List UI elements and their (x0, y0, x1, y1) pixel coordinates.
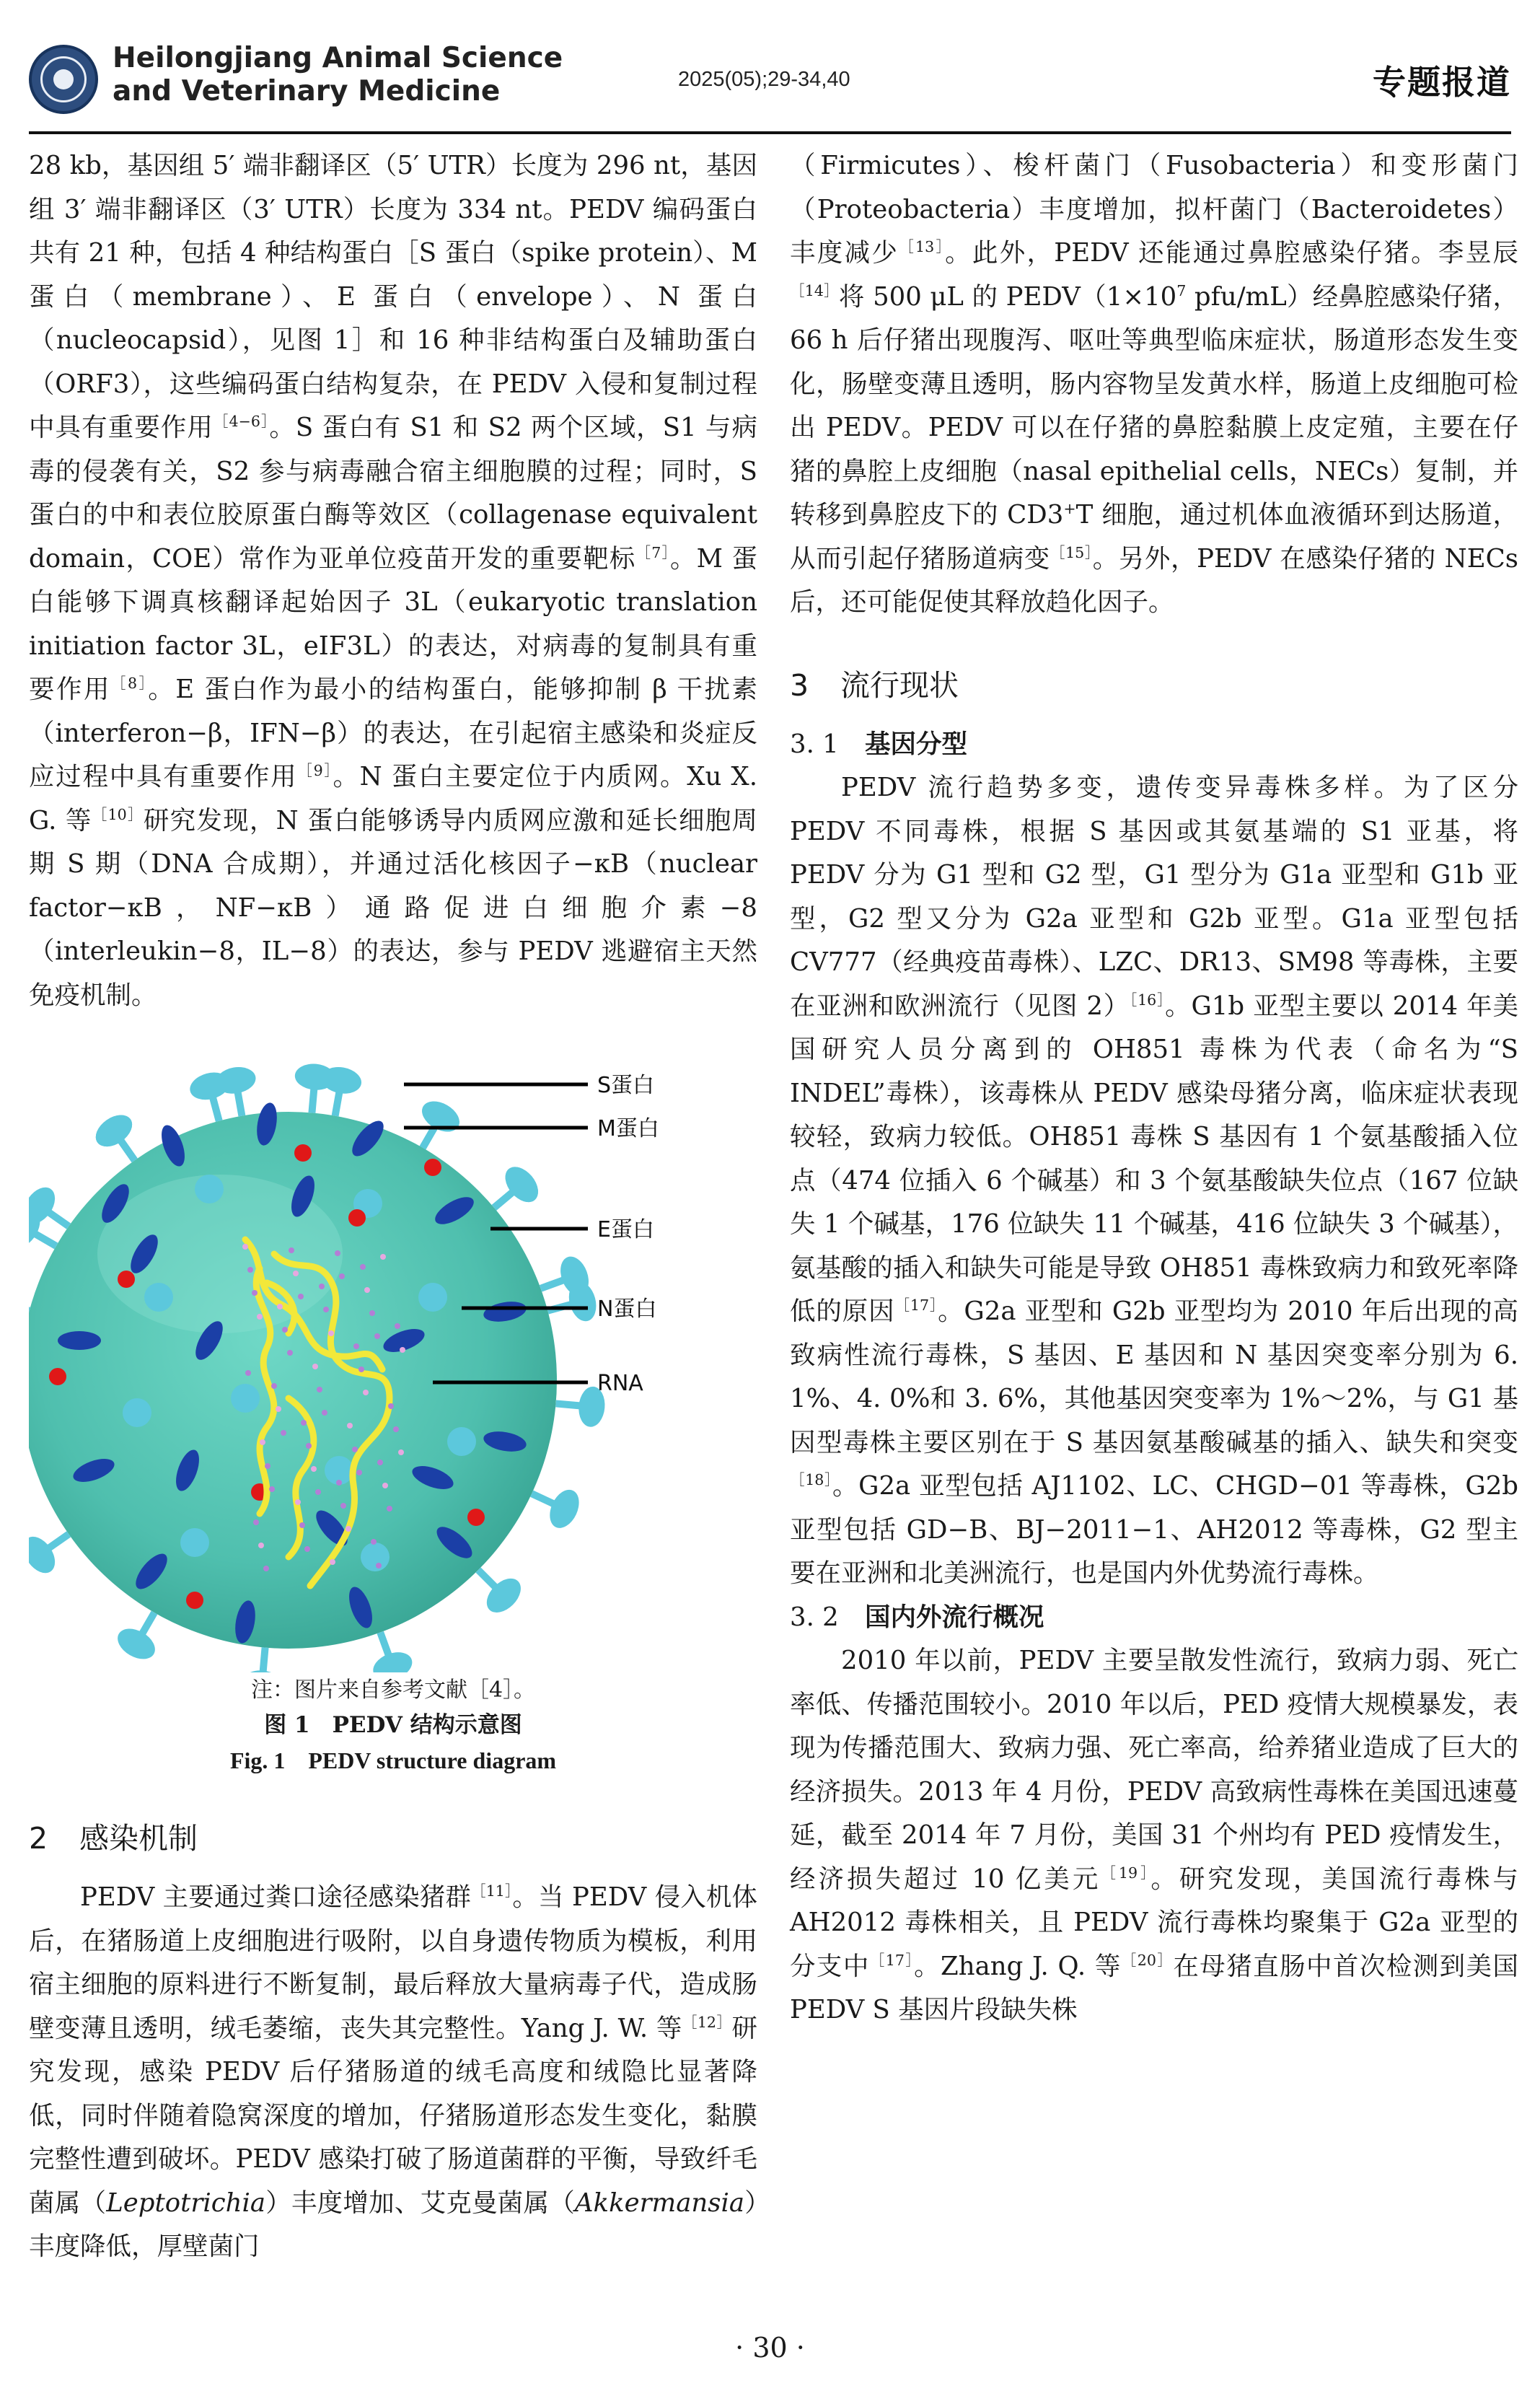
figure-caption-en: Fig. 1 PEDV structure diagram (229, 1747, 557, 1773)
n-protein-dot (387, 1506, 392, 1512)
n-protein-dot (295, 1499, 301, 1505)
spike-head (417, 1095, 465, 1138)
n-protein-dot (306, 1443, 312, 1449)
label-rna: RNA (597, 1371, 643, 1396)
n-protein-dot (356, 1470, 362, 1475)
n-protein-dot (245, 1370, 251, 1376)
n-protein-dot (252, 1290, 258, 1296)
spike-head (113, 1623, 160, 1665)
n-protein-dot (336, 1480, 342, 1486)
n-protein-dot (360, 1264, 366, 1270)
label-e-protein: E蛋白 (597, 1217, 654, 1242)
subsection-heading-3-1: 3. 1 基因分型 (790, 729, 968, 759)
e-protein-mark (467, 1509, 485, 1526)
spike-head (29, 1182, 61, 1230)
n-protein-dot (347, 1423, 353, 1429)
n-protein-dot (299, 1522, 305, 1528)
e-protein-mark (118, 1271, 135, 1288)
n-protein-dot (258, 1543, 264, 1548)
journal-name: Heilongjiang Animal Science and Veterinary Medicine (113, 42, 563, 108)
n-protein-dot (247, 1267, 253, 1273)
spike-stalk (29, 1303, 30, 1311)
n-protein-dot (374, 1333, 380, 1339)
n-protein-dot (276, 1406, 281, 1412)
n-protein-dot (265, 1463, 270, 1469)
n-protein-dot (377, 1460, 383, 1465)
n-protein-dot (353, 1343, 359, 1349)
issue-info: 2025(05);29-34,40 (678, 68, 850, 91)
section-title: 专题报道 (1373, 63, 1511, 102)
n-protein-dot (263, 1566, 269, 1571)
n-protein-dot (298, 1294, 304, 1299)
n-protein-dot (312, 1364, 318, 1369)
n-protein-dot (301, 1420, 307, 1426)
spike-head (29, 1531, 61, 1579)
header-rule (29, 131, 1511, 134)
n-protein-dot (369, 1310, 375, 1316)
n-protein-dot (319, 1284, 325, 1289)
n-protein-dot (257, 1314, 263, 1320)
journal-logo-icon (29, 45, 98, 114)
paragraph: （Firmicutes）、梭杆菌门（Fusobacteria）和变形菌门（Proteobacteria）丰度增加，拟杆菌门（Bacteroidetes）丰度减少$^{[13]}$。此外，PEDV 还能通过鼻腔感染仔猪。李昱辰$^{[14]}$将 500 μL 的 $PEDV(1\times 10^7$ pfu/mL）经鼻腔感染仔猪，66 h 后仔猪出现腹泻、呕吐等典型临床症状，肠道形态发生变化，肠壁变薄且透明，肠内容物呈发黄水样，肠道上皮细胞可检出 PEDV。PEDV 可以在仔猪的鼻腔黏膜上皮定殖，主要在仔猪的鼻腔上皮细胞（nasal epithelial cells，NECs）复制，并转移到鼻腔皮下的 CD3+T 细胞，通过机体血液循环到达肠道，从而引起仔猪肠道病变$^{[15]}$。另外，PEDV 在感染仔猪的 NECs 后，还可能促使其释放趋化因子。 (790, 151, 1519, 617)
n-protein-dot (340, 1503, 346, 1509)
right-column (790, 144, 1518, 2032)
n-protein-dot (304, 1546, 310, 1552)
label-n-protein: N蛋白 (597, 1297, 657, 1322)
spike-head (123, 1398, 151, 1427)
figure-pedv-structure (29, 1037, 757, 1672)
n-protein-dot (339, 1273, 345, 1279)
pedv-structure-diagram (29, 1037, 757, 1672)
page-number: · 30 · (735, 2332, 805, 2364)
paragraph: PEDV 主要通过粪口途径感染猪群$^{[11]}$。当 PEDV 侵入机体后，在猪肠道上皮细胞进行吸附，以自身遗传物质为模板，利用宿主细胞的原料进行不断复制，最后释放大量病毒子代，造成肠壁变薄且透明，绒毛萎缩，丧失其完整性。Yang J. W. 等$^{[12]}$研究发现，感染 PEDV 后仔猪肠道的绒毛高度和绒隐比显著降低，同时伴随着隐窝深度的增加，仔猪肠道形态发生变化，黏膜完整性遭到破坏。PEDV 感染打破了肠道菌群的平衡，导致纤毛菌属（Leptotrichia）丰度增加、艾克曼菌属（Akkermansia）丰度降低，厚壁菌门 (29, 1882, 758, 2261)
n-protein-dot (293, 1271, 299, 1276)
spike-head (544, 1485, 584, 1532)
figure-note: 注：图片来自参考文献［4］。 (250, 1677, 536, 1703)
n-protein-dot (322, 1410, 327, 1416)
n-protein-dot (335, 1250, 340, 1256)
n-protein-dot (315, 1489, 321, 1495)
n-protein-dot (289, 1247, 294, 1253)
n-protein-dot (352, 1447, 358, 1452)
n-protein-dot (311, 1466, 317, 1472)
section-heading-3: 3 流行现状 (790, 667, 959, 703)
paragraph: 2010 年以前，PEDV 主要呈散发性流行，致病力弱、死亡率低、传播范围较小。2010 年以后，PED 疫情大规模暴发，表现为传播范围大、致病力强、死亡率高，给养猪业造成了巨大的经济损失。2013 年 4 月份，PEDV 高致病性毒株在美国迅速蔓延，截至 2014 年 7 月份，美国 31 个州均有 PED 疫情发生，经济损失超过 10 亿美元$^{[19]}$。研究发现，美国流行毒株与 AH2012 毒株相关，且 PEDV 流行毒株均聚集于 G2a 亚型的分支中$^{[17]}$。Zhang J. Q. 等$^{[20]}$在母猪直肠中首次检测到美国 PEDV S 基因片段缺失株 (790, 1646, 1518, 2024)
n-protein-dot (260, 1439, 265, 1445)
section-heading-2: 2 感染机制 (29, 1821, 198, 1856)
paragraph: PEDV 流行趋势多变，遗传变异毒株多样。为了区分 PEDV 不同毒株，根据 S 基因或其氨基端的 S1 亚基，将 PEDV 分为 G1 型和 G2 型，G1 型分为 G1a 亚型和 G1b 亚型，G2 型又分为 G2a 亚型和 G2b 亚型。G1a 亚型包括 CV777（经典疫苗毒株）、LZC、DR13、SM98 等毒株，主要在亚洲和欧洲流行（见图 2）$^{[16]}$。G1b 亚型主要以 2014 年美国研究人员分离到的 OH851 毒株为代表（命名为“S INDEL”毒株），该毒株从 PEDV 感染母猪分离，临床症状表现较轻，致病力较低。OH851 毒株 S 基因有 1 个氨基酸插入位点（474 位插入 6 个碱基）和 3 个氨基酸缺失位点（167 位缺失 1 个碱基，176 位缺失 11 个碱基，416 位缺失 3 个碱基），氨基酸的插入和缺失可能是导致 OH851 毒株致病力和致死率降低的原因$^{[17]}$。G2a 亚型和 G2b 亚型均为 2010 年后出现的高致病性流行毒株，S 基因、E 基因和 N 基因突变率分别为 6. 1%、4. 0%和 3. 6%，其他基因突变率为 1%～2%，与 G1 基因型毒株主要区别在于 S 基因氨基酸碱基的插入、缺失和突变$^{[18]}$。G2a 亚型包括 AJ1102、LC、CHGD−01 等毒株，G2b 亚型包括 GD−B、BJ−2011−1、AH2012 等毒株，G2 型主要在亚洲和北美洲流行，也是国内外优势流行毒株。 (790, 773, 1519, 1588)
m-protein-mark (58, 1331, 101, 1350)
n-protein-dot (323, 1307, 329, 1312)
n-protein-dot (277, 1304, 283, 1309)
spike-head (231, 1384, 260, 1413)
n-protein-dot (400, 1347, 405, 1353)
figure-caption-cn: 图 1 PEDV 结构示意图 (264, 1712, 522, 1738)
e-protein-mark (294, 1144, 312, 1162)
n-protein-dot (271, 1383, 277, 1389)
e-protein-mark (348, 1209, 366, 1227)
n-protein-dot (328, 1330, 334, 1336)
subsection-heading-3-2: 3. 2 国内外流行概况 (790, 1602, 1044, 1632)
label-m-protein: M蛋白 (597, 1116, 659, 1141)
spike-head (418, 1283, 447, 1312)
spike-head (195, 1175, 224, 1203)
paragraph: 28 kb，基因组 5′ 端非翻译区（5′ UTR）长度为 296 nt，基因组 3′ 端非翻译区（3′ UTR）长度为 334 nt。PEDV 编码蛋白共有 21 种，包括 4 种结构蛋白［S 蛋白（spike protein）、M 蛋白（membrane）、E 蛋白（envelope）、N 蛋白（nucleocapsid），见图 1］和 16 种非结构蛋白及辅助蛋白（ORF3），这些编码蛋白结构复杂，在 PEDV 入侵和复制过程中具有重要作用$^{[4-6]}$。S 蛋白有 S1 和 S2 两个区域，S1 与病毒的侵袭有关，S2 参与病毒融合宿主细胞膜的过程；同时，S 蛋白的中和表位胶原蛋白酶等效区（collagenase equivalent domain，COE）常作为亚单位疫苗开发的重要靶标$^{[7]}$。M 蛋白能够下调真核翻译起始因子 3L（eukaryotic translation initiation factor 3L，eIF3L）的表达，对病毒的复制具有重要作用$^{[8]}$。E 蛋白作为最小的结构蛋白，能够抑制 β 干扰素（interferon−β，IFN−β）的表达，在引起宿主感染和炎症反应过程中具有重要作用$^{[9]}$。N 蛋白主要定位于内质网。Xu X. G. 等$^{[10]}$研究发现，N 蛋白能够诱导内质网应激和延长细胞周期 S 期（DNA 合成期），并通过活化核因子−κB（nuclear factor−κB，NF−κB）通路促进白细胞介素−8（interleukin−8，IL−8）的表达，参与 PEDV 逃避宿主天然免疫机制。 (29, 151, 757, 1010)
label-s-protein: S蛋白 (597, 1073, 655, 1098)
n-protein-dot (346, 1526, 351, 1532)
n-protein-dot (371, 1539, 377, 1545)
n-protein-dot (395, 1323, 400, 1329)
page-header (29, 35, 1511, 128)
n-protein-dot (376, 1563, 382, 1569)
n-protein-dot (380, 1254, 386, 1260)
n-protein-dot (382, 1483, 388, 1488)
n-protein-dot (281, 1430, 286, 1436)
n-protein-dot (269, 1486, 275, 1492)
spike-head (180, 1528, 209, 1557)
n-protein-dot (242, 1244, 248, 1250)
n-protein-dot (253, 1519, 259, 1525)
n-protein-dot (287, 1350, 293, 1356)
n-protein-dot (364, 1287, 370, 1293)
e-protein-mark (186, 1592, 203, 1609)
n-protein-dot (358, 1366, 364, 1372)
n-protein-dot (388, 1403, 394, 1409)
spike-head (361, 1543, 390, 1571)
n-protein-dot (393, 1426, 399, 1432)
spike-head (447, 1427, 476, 1456)
left-column (29, 144, 757, 2269)
n-protein-dot (398, 1449, 404, 1455)
n-protein-dot (282, 1327, 288, 1333)
spike-head (369, 1647, 416, 1672)
e-protein-mark (424, 1159, 441, 1176)
n-protein-dot (363, 1390, 369, 1395)
spike-stalk (263, 1648, 265, 1672)
n-protein-dot (330, 1559, 335, 1565)
spike-head (90, 1109, 138, 1154)
e-protein-mark (49, 1368, 66, 1385)
n-protein-dot (317, 1387, 322, 1392)
spike-head (144, 1283, 173, 1312)
